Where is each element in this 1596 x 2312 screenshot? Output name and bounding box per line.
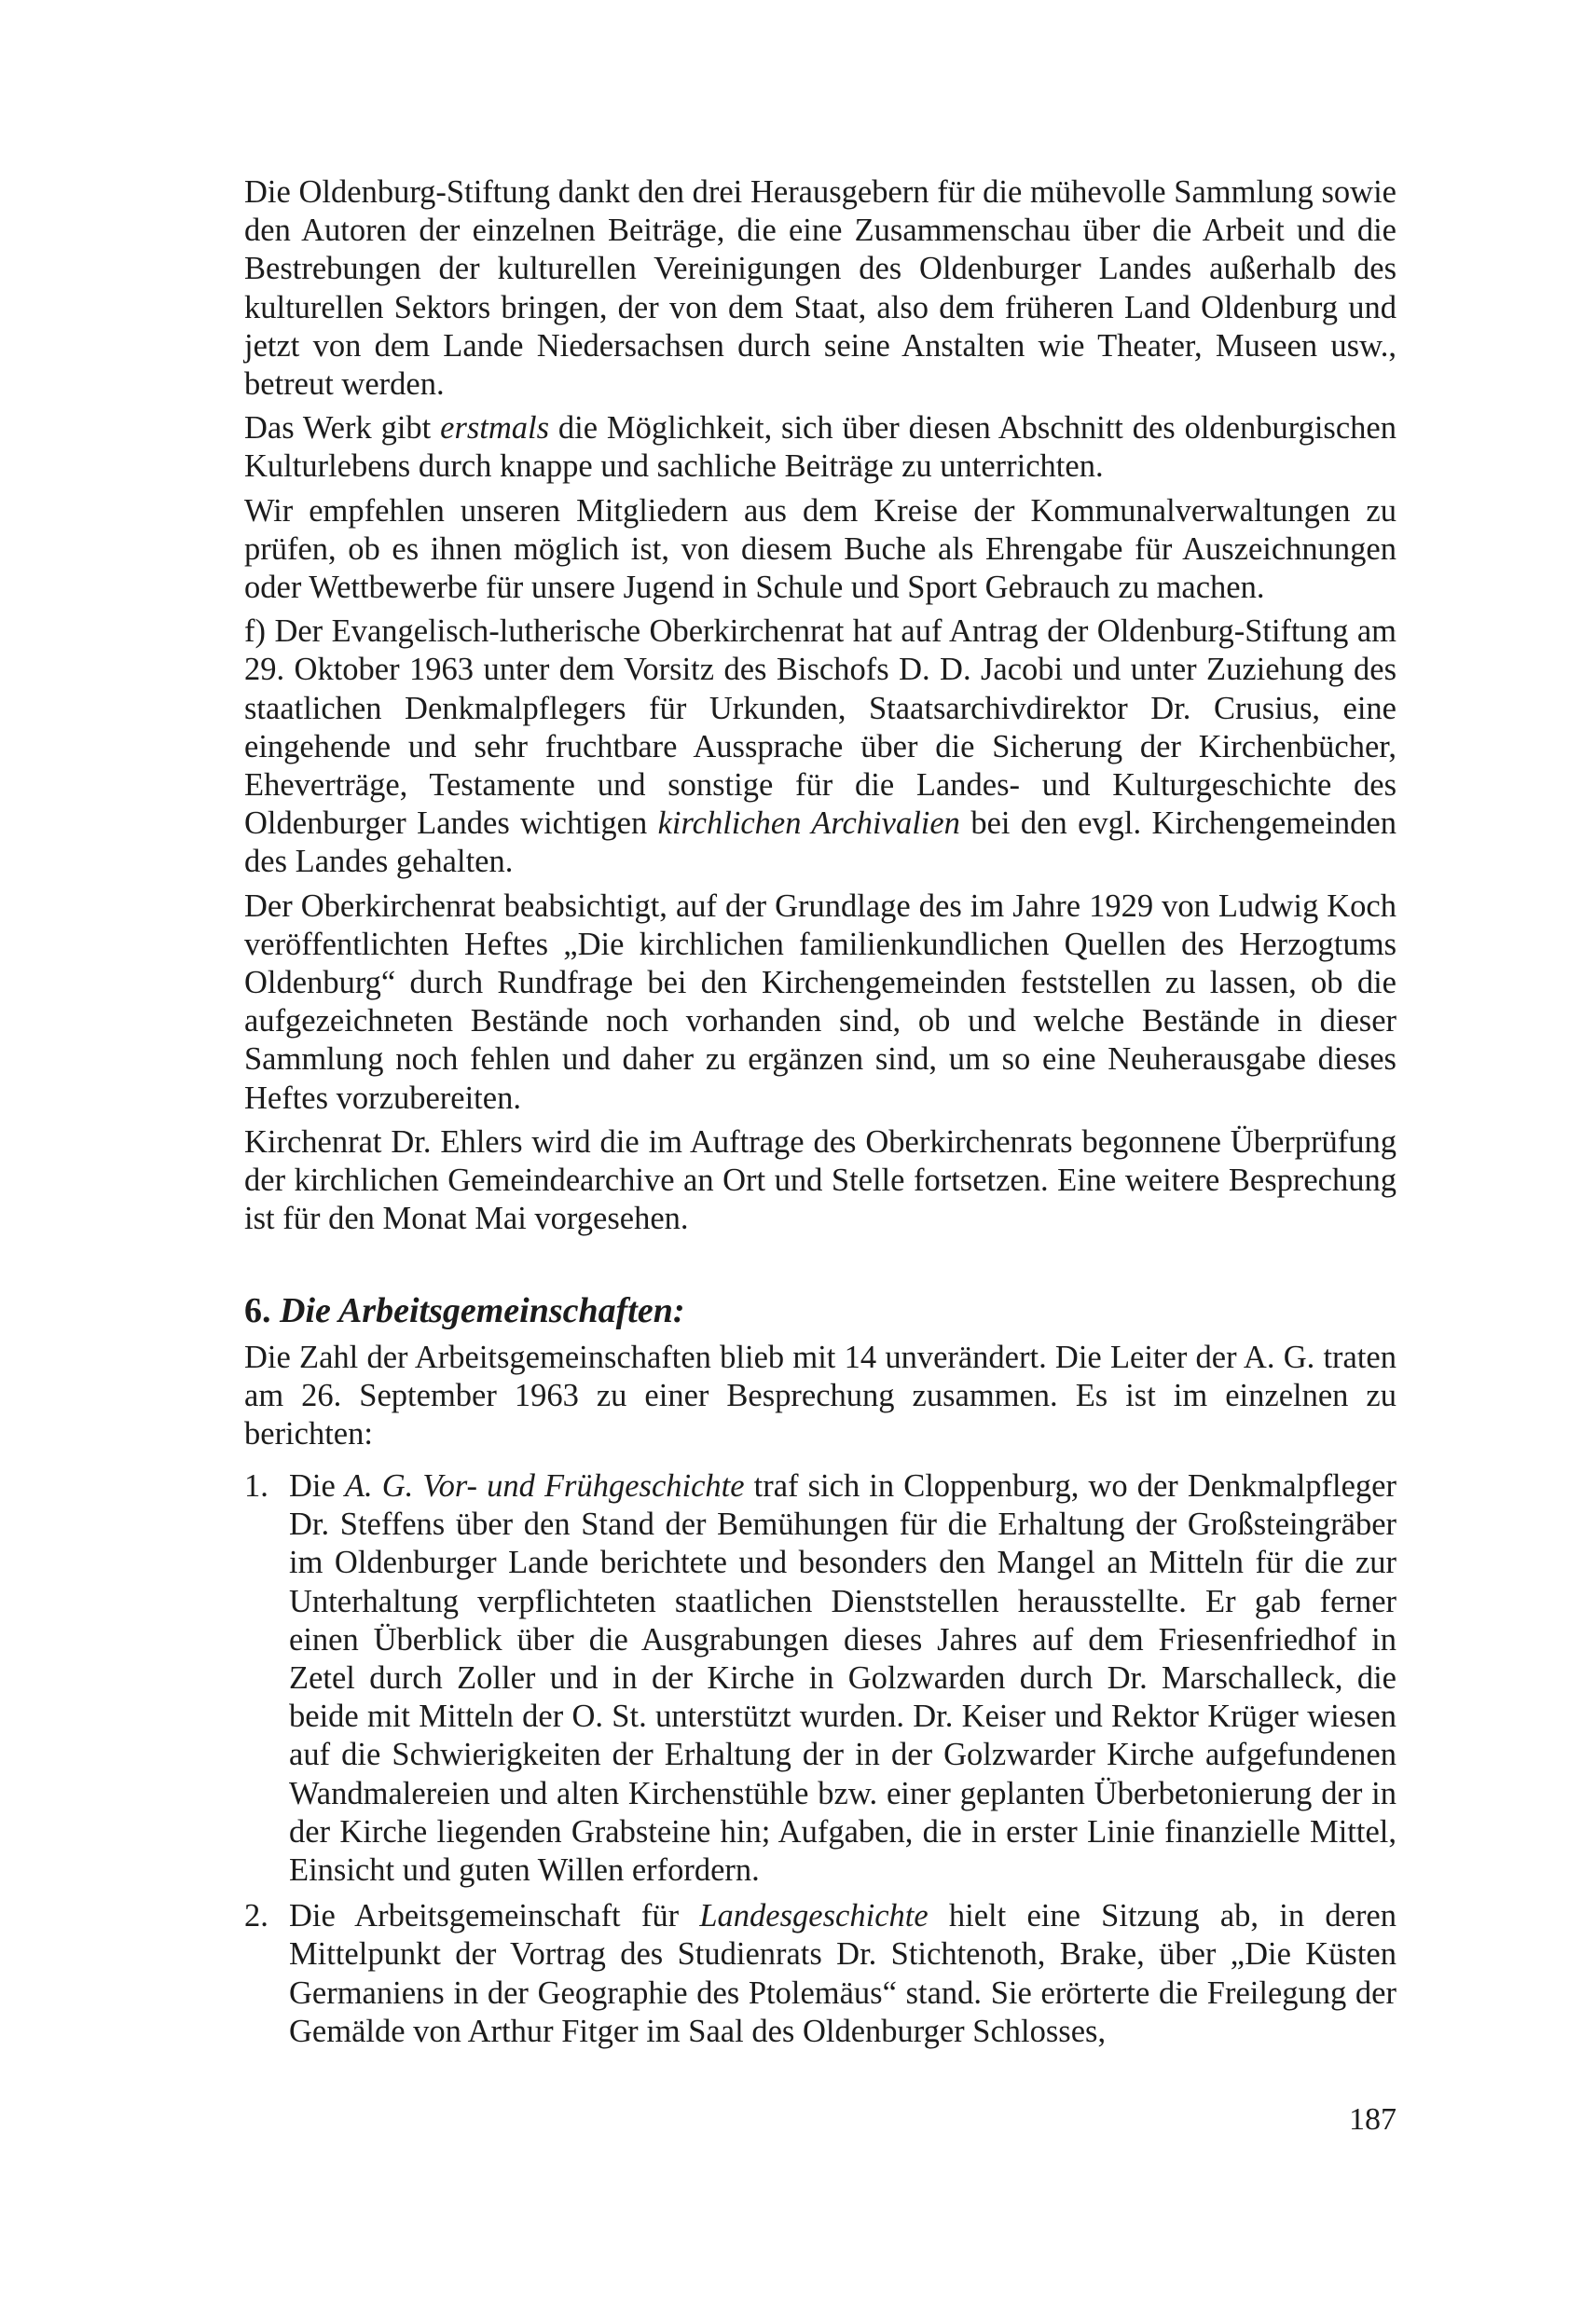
section-title: Die Arbeitsgemeinschaften:	[280, 1291, 685, 1330]
paragraph-antrag-text-a: f) Der Evangelisch-lutherische Oberkirchenrat hat auf Antrag der Oldenburg-Stiftung am 29. Oktober 1963 unter dem Vorsitz des Bischofs D. D. Jacobi und unter Zuziehung des staatlichen Denkmalpflegers für Urkunden, Staatsarchivdirektor Dr. Crusius, eine eingehende und sehr fruchtbare Aussprache über die Sicherung der Kirchenbücher, Eheverträge, Testamente und sonstige für die Landes- und Kulturgeschichte des Oldenburger Landes wichtigen	[244, 613, 1396, 842]
paragraph-stiftung-thanks: Die Oldenburg-Stiftung dankt den drei Herausgebern für die mühevolle Sammlung sowie den Autoren der einzelnen Beiträge, die eine Zusammenschau über die Arbeit und die Bestrebungen der kulturellen Vereinigungen des Oldenburger Landes außerhalb des kulturellen Sektors bringen, der von dem Staat, also dem früheren Land Oldenburg und jetzt von dem Lande Niedersachsen durch seine Anstalten wie Theater, Museen usw., betreut werden.	[244, 174, 1396, 403]
list-item-emphasis: Landesgeschichte	[699, 1898, 929, 1934]
list-item-text-a: Die Arbeitsgemeinschaft für	[289, 1898, 700, 1934]
paragraph-kirchenrat-ehlers: Kirchenrat Dr. Ehlers wird die im Auftrage des Oberkirchenrats begonnene Überprüfung der kirchlichen Gemeindearchive an Ort und Stelle fortsetzen. Eine weitere Besprechung ist für den Monat Mai vorgesehen.	[244, 1123, 1396, 1237]
paragraph-werk	[244, 409, 1396, 486]
list-item-text-b: hielt eine Sitzung ab, in deren Mittelpunkt der Vortrag des Studienrats Dr. Stichtenoth, Brake, über „Die Küsten Germaniens in der Geographie des Ptolemäus“ stand. Sie erörterte die Freilegung der Gemälde von Arthur Fitger im Saal des Oldenburger Schlosses,	[289, 1898, 1396, 2049]
page-number: 187	[1349, 2102, 1396, 2137]
list-item	[244, 1897, 1396, 2051]
emphasis-kirchliche-archivalien: kirchlichen Archivalien	[657, 805, 960, 842]
section-number: 6.	[244, 1291, 271, 1330]
arbeitsgemeinschaften-list	[244, 1467, 1396, 2051]
list-item-emphasis: A. G. Vor- und Frühgeschichte	[344, 1468, 745, 1504]
list-item-text-b: traf sich in Cloppenburg, wo der Denkmalpfleger Dr. Steffens über den Stand der Bemühungen für die Erhaltung der Großsteingräber im Oldenburger Lande berichtete und besonders den Mangel an Mitteln für die zur Unterhaltung verpflichteten staatlichen Dienststellen herausstellte. Er gab ferner einen Überblick über die Ausgrabungen dieses Jahres auf dem Friesenfriedhof in Zetel durch Zoller und in der Kirche in Golzwarden durch Dr. Marschalleck, die beide mit Mitteln der O. St. unterstützt wurden. Dr. Keiser und Rektor Krüger wiesen auf die Schwierigkeiten der Erhaltung der in der Golzwarder Kirche aufgefundenen Wandmalereien und alten Kirchenstühle bzw. einer geplanten Überbetonierung der in der Kirche liegenden Grabsteine hin; Aufgaben, die in erster Linie finanzielle Mittel, Einsicht und guten Willen erfordern.	[289, 1468, 1396, 1889]
list-item-number: 2.	[244, 1898, 268, 1934]
section-heading-arbeitsgemeinschaften	[244, 1290, 1396, 1331]
paragraph-werk-text-b: die Möglichkeit, sich über diesen Abschnitt des oldenburgischen Kulturlebens durch knappe und sachliche Beiträge zu unterrichten.	[244, 410, 1396, 485]
paragraph-empfehlung: Wir empfehlen unseren Mitgliedern aus dem Kreise der Kommunalverwaltungen zu prüfen, ob es ihnen möglich ist, von diesem Buche als Ehrengabe für Auszeichnungen oder Wettbewerbe für unsere Jugend in Schule und Sport Gebrauch zu machen.	[244, 492, 1396, 606]
list-item-number: 1.	[244, 1468, 268, 1504]
paragraph-section-lead: Die Zahl der Arbeitsgemeinschaften blieb mit 14 unverändert. Die Leiter der A. G. traten am 26. September 1963 zu einer Besprechung zusammen. Es ist im einzelnen zu berichten:	[244, 1340, 1396, 1452]
emphasis-erstmals: erstmals	[440, 410, 550, 447]
paragraph-antrag-text-b: bei den evgl. Kirchengemeinden des Landes gehalten.	[244, 805, 1396, 880]
paragraph-werk-text-a: Das Werk gibt	[244, 410, 441, 447]
list-item	[244, 1467, 1396, 1890]
list-item-text-a: Die	[289, 1468, 345, 1504]
paragraph-oberkirchenrat-plan: Der Oberkirchenrat beabsichtigt, auf der Grundlage des im Jahre 1929 von Ludwig Koch veröffentlichten Heftes „Die kirchlichen familienkundlichen Quellen des Herzogtums Oldenburg“ durch Rundfrage bei den Kirchengemeinden feststellen zu lassen, ob die aufgezeichneten Bestände noch vorhanden sind, ob und welche Bestände in dieser Sammlung noch fehlen und daher zu ergänzen sind, um so eine Neuherausgabe dieses Heftes vorzubereiten.	[244, 888, 1396, 1116]
paragraph-oberkirchenrat-antrag	[244, 612, 1396, 881]
intro-section	[244, 173, 1396, 1238]
section-lead	[244, 1339, 1396, 1454]
